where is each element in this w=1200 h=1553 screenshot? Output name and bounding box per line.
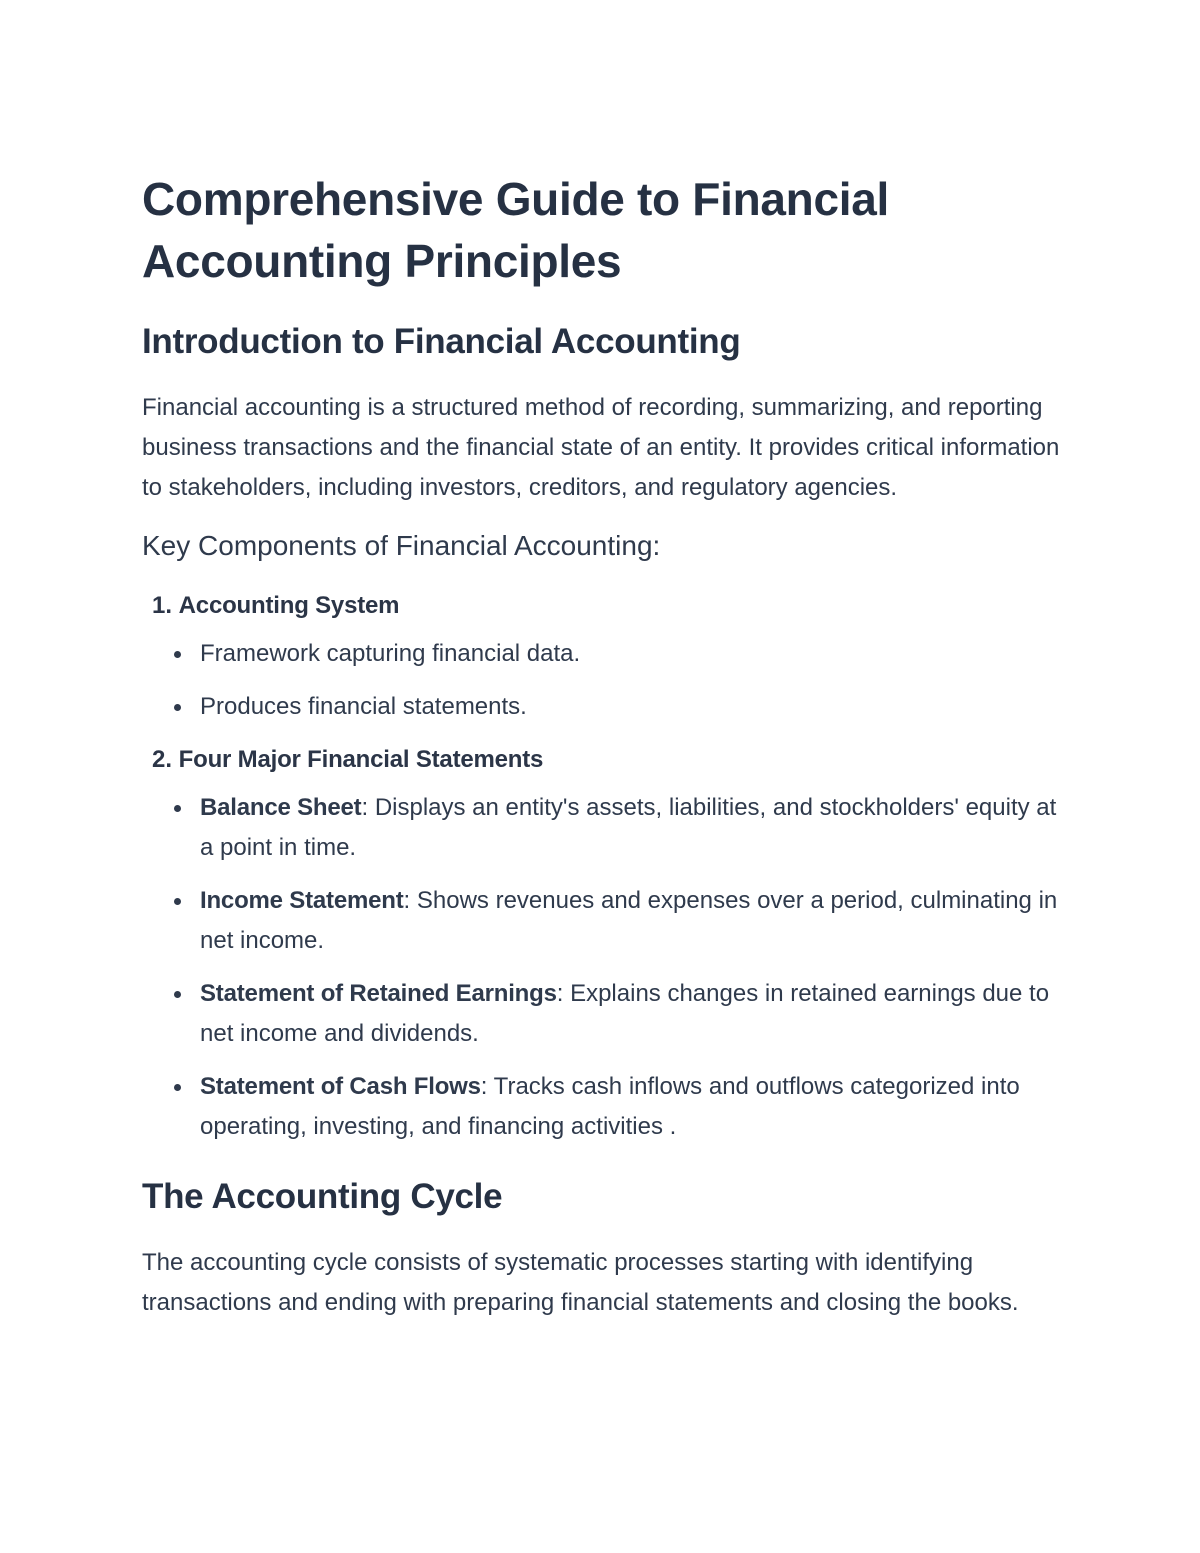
document-page xyxy=(142,168,1072,1323)
section-heading-accounting-cycle: The Accounting Cycle xyxy=(142,1177,503,1216)
sub-list xyxy=(142,634,1072,727)
bullet-term: Balance Sheet xyxy=(200,794,362,821)
subsection-heading-key-components: Key Components of Financial Accounting: xyxy=(142,530,661,561)
cycle-paragraph: The accounting cycle consists of systematic processes starting with identifying transactions and ending with preparing financial statements and closing the books. xyxy=(142,1249,1019,1316)
sub-list xyxy=(142,788,1072,1147)
bullet-text: : Displays an entity's assets, liabilities, and stockholders' equity at a point in time. xyxy=(200,794,1057,861)
bullet-item xyxy=(200,788,1072,868)
bullet-item xyxy=(200,1067,1072,1147)
bullet-term: Statement of Cash Flows xyxy=(200,1073,481,1100)
bullet-text: : Explains changes in retained earnings due to net income and dividends. xyxy=(200,980,1050,1047)
bullet-item xyxy=(200,881,1072,961)
bullet-text: Produces financial statements. xyxy=(200,693,527,720)
list-item-number: 2. xyxy=(151,746,172,773)
list-item-title: Four Major Financial Statements xyxy=(178,746,544,773)
section-heading-introduction: Introduction to Financial Accounting xyxy=(142,322,741,361)
bullet-term: Income Statement xyxy=(200,887,404,914)
components-list xyxy=(142,586,1072,1147)
bullet-item xyxy=(200,974,1072,1054)
list-item-number: 1. xyxy=(151,592,172,619)
intro-paragraph: Financial accounting is a structured method of recording, summarizing, and reporting business transactions and the financial state of an entity. It provides critical information to stakeholders, including investors, creditors, and regulatory agencies. xyxy=(142,394,1060,501)
list-item xyxy=(142,740,1072,1147)
bullet-text: : Shows revenues and expenses over a period, culminating in net income. xyxy=(200,887,1058,954)
bullet-text: Framework capturing financial data. xyxy=(200,640,581,667)
list-item-title: Accounting System xyxy=(178,592,400,619)
bullet-term: Statement of Retained Earnings xyxy=(200,980,557,1007)
bullet-item xyxy=(200,634,1072,674)
list-item xyxy=(142,586,1072,727)
bullet-text: : Tracks cash inflows and outflows categorized into operating, investing, and financing activities . xyxy=(200,1073,1020,1140)
document-title: Comprehensive Guide to Financial Accounting Principles xyxy=(142,173,889,287)
bullet-item xyxy=(200,687,1072,727)
